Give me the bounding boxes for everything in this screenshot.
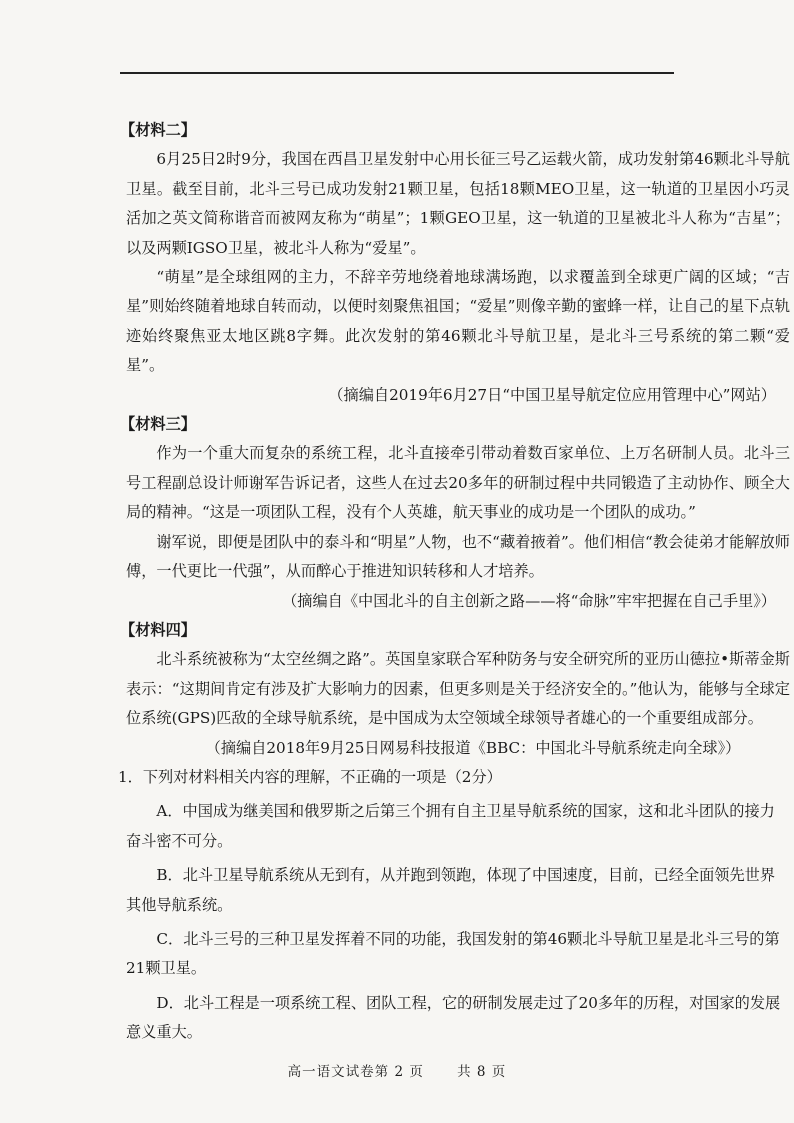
material2-source: （摘编自2019年6月27日“中国卫星导航定位应用管理中心”网站） bbox=[328, 385, 776, 404]
page-content bbox=[118, 116, 790, 1048]
material2-paragraph-1: 6月25日2时9分，我国在西昌卫星发射中心用长征三号乙运载火箭，成功发射第46颗北斗导航卫星。截至目前，北斗三号已成功发射21颗卫星，包括18颗MEO卫星，这一轨道的卫星因小巧灵活加之英文简称谐音而被网友称为“萌星”；1颗GEO卫星，这一轨道的卫星被北斗人称为“吉星”；以及两颗IGSO卫星，被北斗人称为“爱星”。 bbox=[126, 150, 790, 257]
material2-paragraph-2: “萌星”是全球组网的主力，不辞辛劳地绕着地球满场跑，以求覆盖到全球更广阔的区域；“吉星”则始终随着地球自转而动，以便时刻聚焦祖国；“爱星”则像辛勤的蜜蜂一样，让自己的星下点轨迹始终聚焦亚太地区跳8字舞。此次发射的第46颗北斗导航卫星，是北斗三号系统的第二颗“爱星”。 bbox=[126, 268, 790, 375]
footer-total-pages: 共 8 页 bbox=[457, 1064, 507, 1080]
material3-heading: 【材料三】 bbox=[120, 415, 196, 434]
material4-heading: 【材料四】 bbox=[120, 620, 196, 639]
option-b: B．北斗卫星导航系统从无到有，从并跑到领跑，体现了中国速度，目前，已经全面领先世界其他导航系统。 bbox=[126, 866, 776, 914]
material4-source: （摘编自2018年9月25日网易科技报道《BBC：中国北斗导航系统走向全球》） bbox=[205, 738, 741, 757]
page-footer bbox=[0, 1060, 794, 1080]
material2-heading: 【材料二】 bbox=[120, 121, 196, 139]
material3-source: （摘编自《中国北斗的自主创新之路——将“命脉”牢牢把握在自己手里》） bbox=[282, 591, 776, 610]
option-a: A．中国成为继美国和俄罗斯之后第三个拥有自主卫星导航系统的国家，这和北斗团队的接力奋斗密不可分。 bbox=[126, 802, 775, 850]
material3-paragraph-1: 作为一个重大而复杂的系统工程，北斗直接牵引带动着数百家单位、上万名研制人员。北斗三号工程副总设计师谢军告诉记者，这些人在过去20多年的研制过程中共同锻造了主动协作、顾全大局的精神。“这是一项团队工程，没有个人英雄，航天事业的成功是一个团队的成功。” bbox=[126, 444, 790, 522]
option-d: D．北斗工程是一项系统工程、团队工程，它的研制发展走过了20多年的历程，对国家的发展意义重大。 bbox=[126, 993, 781, 1042]
option-c: C．北斗三号的三种卫星发挥着不同的功能，我国发射的第46颗北斗导航卫星是北斗三号的第21颗卫星。 bbox=[126, 929, 780, 978]
footer-page-number: 高一语文试卷第 2 页 bbox=[287, 1064, 424, 1080]
material3-paragraph-2: 谢军说，即便是团队中的泰斗和“明星”人物，也不“藏着掖着”。他们相信“教会徒弟才能解放师傅，一代更比一代强”，从而醉心于推进知识转移和人才培养。 bbox=[126, 532, 790, 581]
header-rule bbox=[120, 72, 674, 74]
material4-paragraph-1: 北斗系统被称为“太空丝绸之路”。英国皇家联合军种防务与安全研究所的亚历山德拉•斯蒂金斯表示：“这期间肯定有涉及扩大影响力的因素，但更多则是关于经济安全的。”他认为，能够与全球定位系统(GPS)匹敌的全球导航系统，是中国成为太空领域全球领导者雄心的一个重要组成部分。 bbox=[126, 650, 790, 728]
question-stem: 1．下列对材料相关内容的理解，不正确的一项是（2分） bbox=[118, 767, 502, 786]
